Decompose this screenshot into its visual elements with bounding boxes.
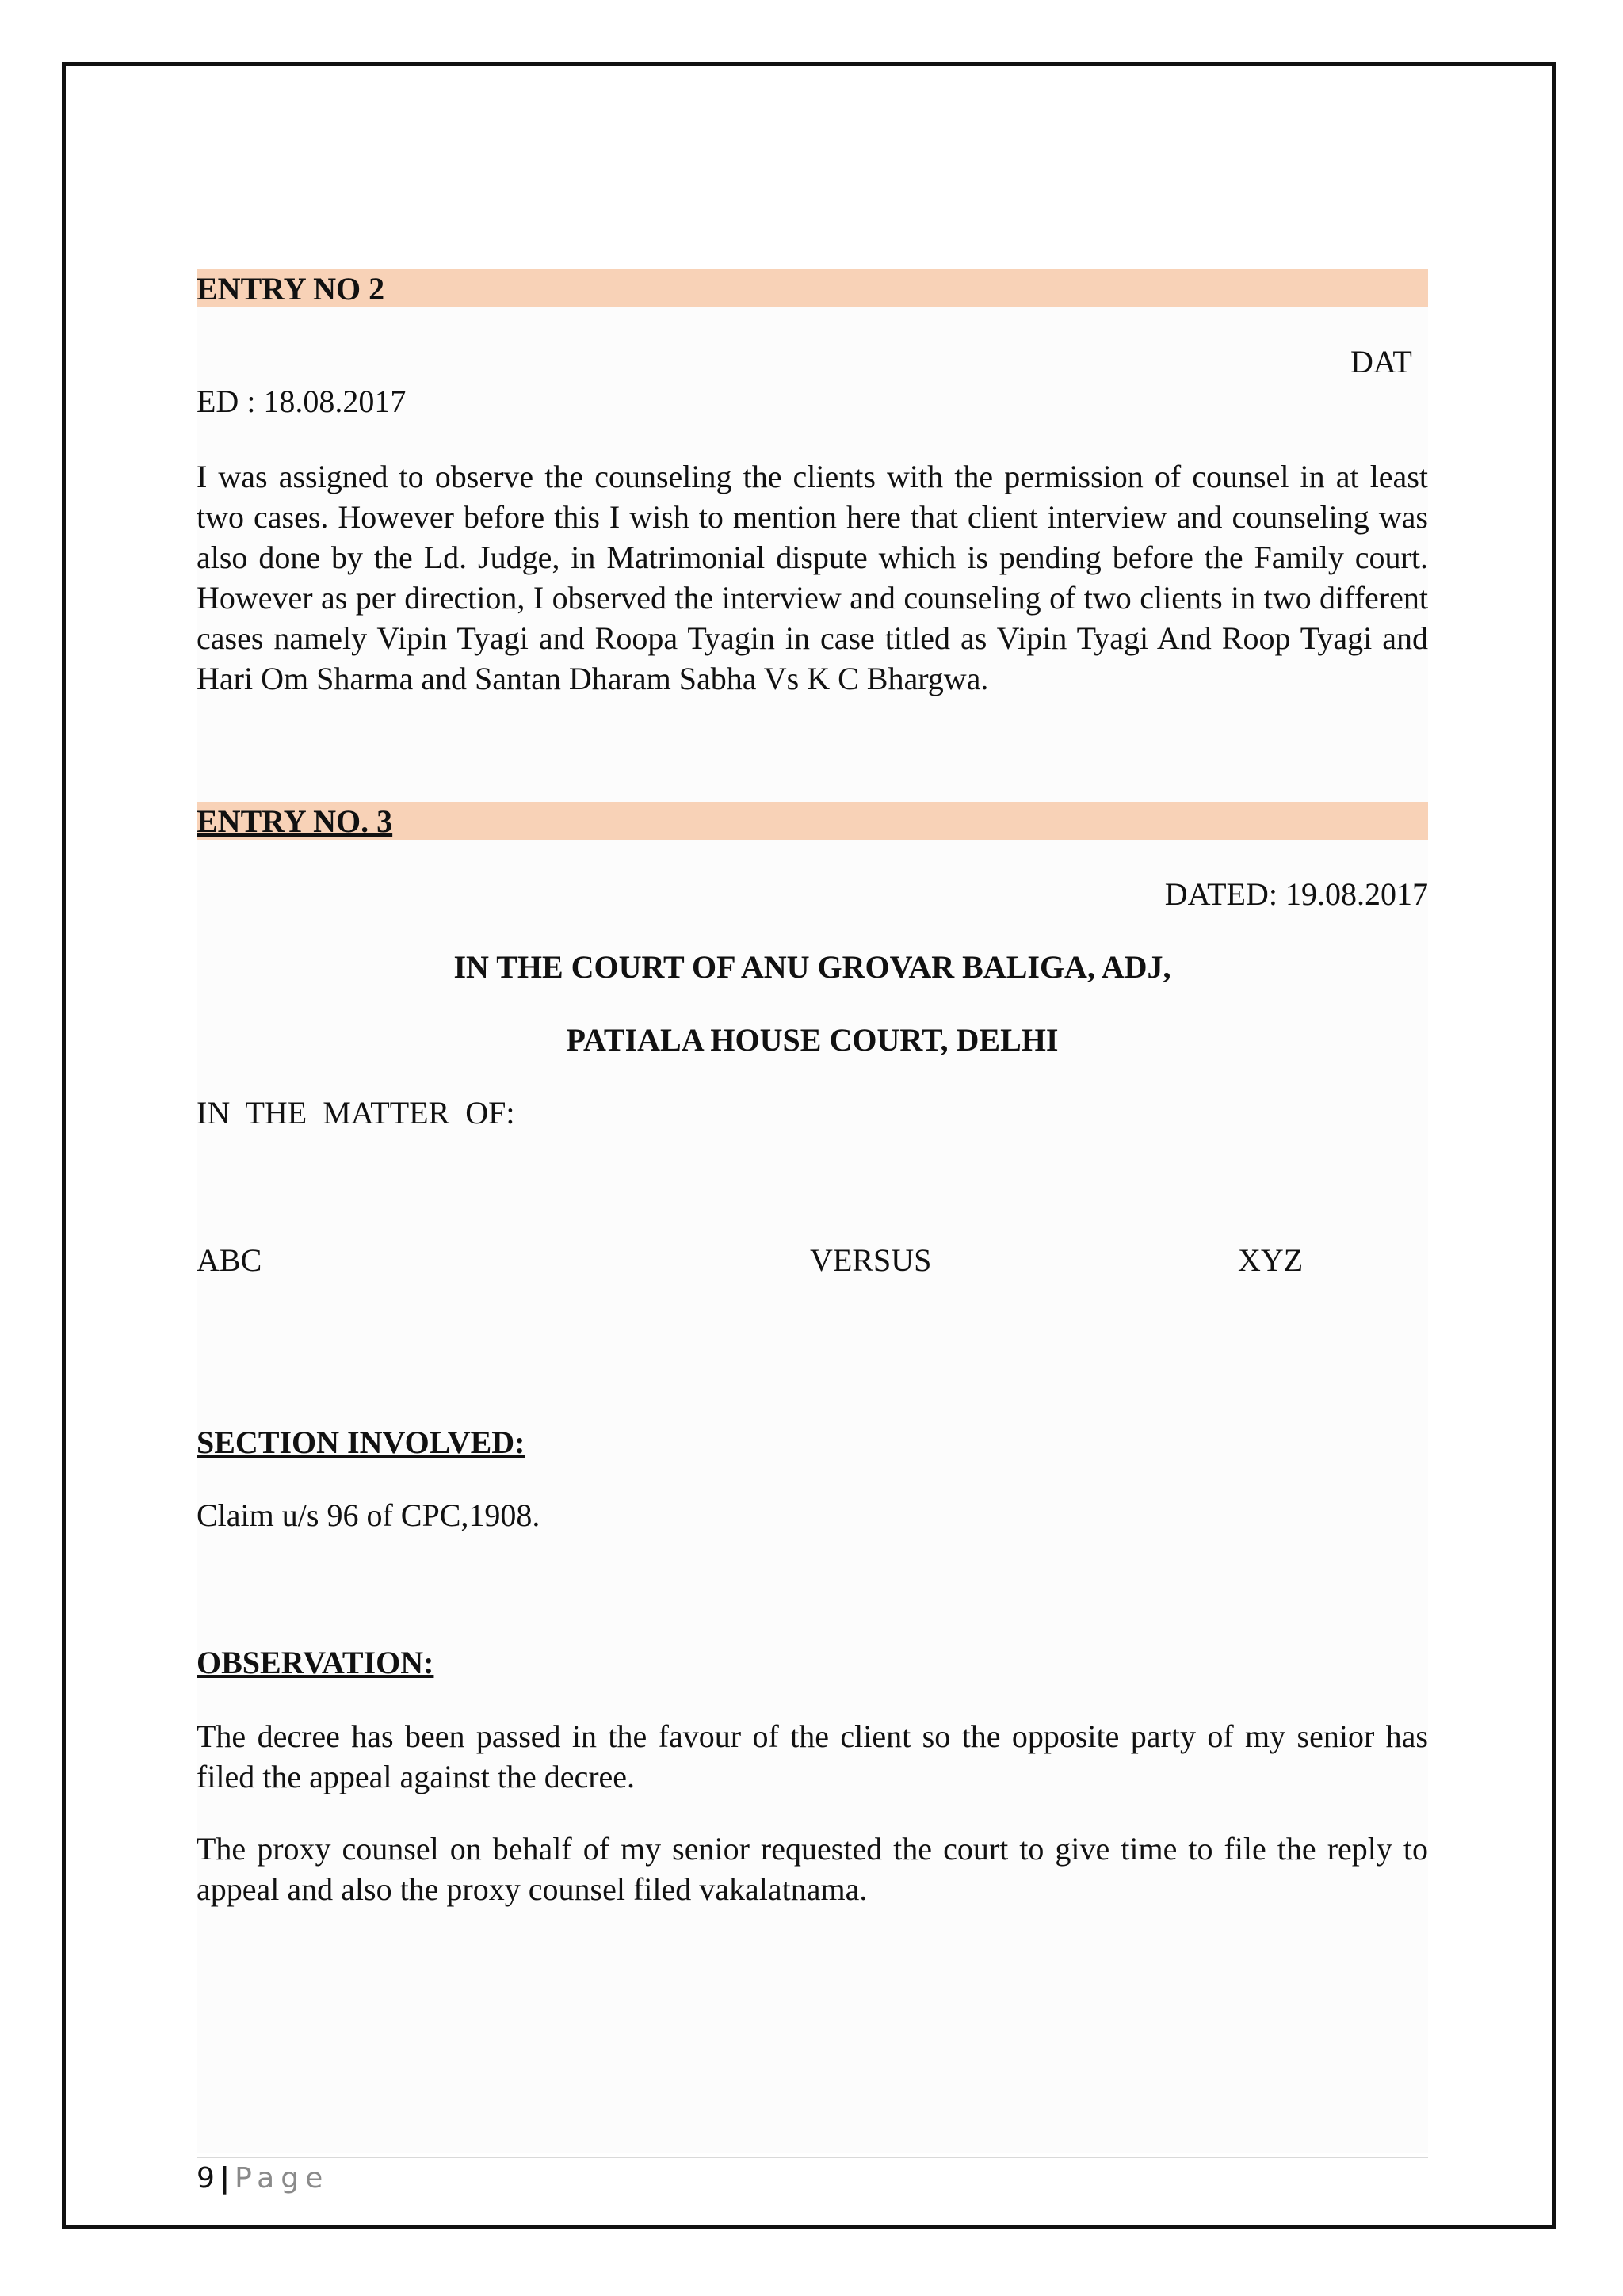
court-line-1: IN THE COURT OF ANU GROVAR BALIGA, ADJ, bbox=[453, 949, 1171, 985]
page-footer bbox=[197, 2161, 329, 2196]
observation-paragraph-2: The proxy counsel on behalf of my senior requested the court to give time to file the reply to appeal and also the proxy counsel filed vakalatnama. bbox=[197, 1831, 1428, 1907]
section-heading: SECTION INVOLVED: bbox=[197, 1425, 525, 1460]
observation-paragraph-1: The decree has been passed in the favour of the client so the opposite party of my senior has filed the appeal against the decree. bbox=[197, 1718, 1428, 1794]
entry-3-date: DATED: 19.08.2017 bbox=[1164, 876, 1428, 912]
footer-rule bbox=[197, 2157, 1428, 2158]
entry-2-heading: ENTRY NO 2 bbox=[197, 271, 385, 307]
versus-label: VERSUS bbox=[810, 1242, 932, 1278]
entry-2-paragraph: I was assigned to observe the counseling the clients with the permission of counsel in at least two cases. However before this I wish to mention here that client interview and counseling was also done by the Ld. Judge, in Matrimonial dispute which is pending before the Family court. However as per direction, I observed the interview and counseling of two clients in two different cases namely Vipin Tyagi and Roopa Tyagin in case titled as Vipin Tyagi And Roop Tyagi and Hari Om Sharma and Santan Dharam Sabha Vs K C Bhargwa. bbox=[197, 459, 1428, 696]
court-line-2: PATIALA HOUSE COURT, DELHI bbox=[566, 1022, 1059, 1058]
observation-heading: OBSERVATION: bbox=[197, 1645, 434, 1680]
entry-2-date-part2: ED : 18.08.2017 bbox=[197, 383, 407, 419]
party-left: ABC bbox=[197, 1242, 262, 1278]
entry-3-heading: ENTRY NO. 3 bbox=[197, 803, 393, 839]
footer-separator: | bbox=[219, 2162, 231, 2195]
party-right: XYZ bbox=[1238, 1242, 1304, 1278]
entry-2-date-part1: DAT bbox=[1350, 344, 1412, 379]
page-label: Page bbox=[235, 2162, 330, 2195]
matter-label: IN THE MATTER OF: bbox=[197, 1095, 515, 1131]
section-text: Claim u/s 96 of CPC,1908. bbox=[197, 1497, 540, 1533]
page-number: 9 bbox=[197, 2162, 215, 2195]
